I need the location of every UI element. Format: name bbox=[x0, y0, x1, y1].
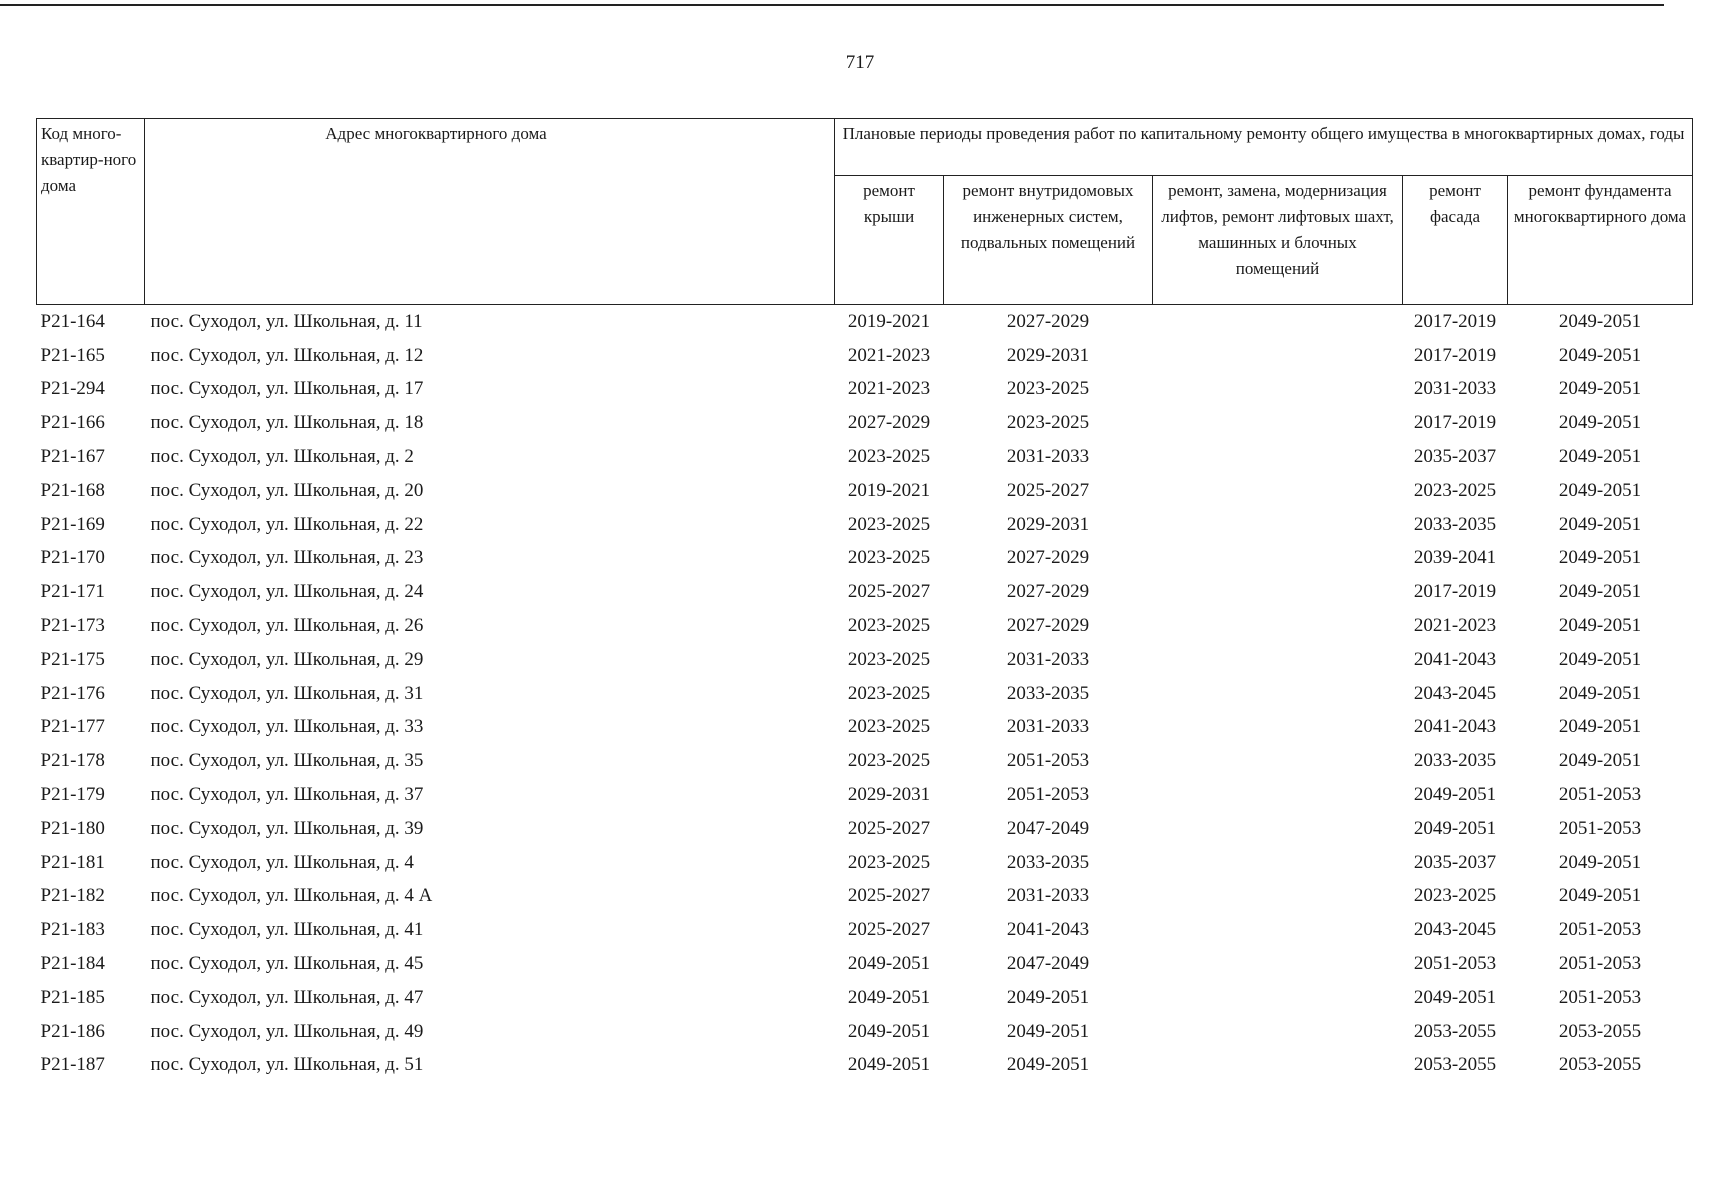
cell-address: пос. Суходол, ул. Школьная, д. 20 bbox=[150, 479, 424, 501]
table-row bbox=[37, 406, 1693, 440]
table-row bbox=[37, 339, 1693, 373]
cell-code: P21-178 bbox=[40, 750, 105, 772]
table-row bbox=[37, 575, 1693, 609]
cell-roof: 2029-2031 bbox=[847, 784, 931, 806]
cell-facade: 2051-2053 bbox=[1413, 953, 1497, 975]
cell-lifts bbox=[1153, 846, 1403, 880]
cell-engineering: 2023-2025 bbox=[1006, 412, 1090, 434]
cell-address: пос. Суходол, ул. Школьная, д. 2 bbox=[150, 446, 414, 468]
cell-roof: 2023-2025 bbox=[847, 682, 931, 704]
table-row bbox=[37, 609, 1693, 643]
cell-foundation: 2049-2051 bbox=[1558, 446, 1642, 468]
table-row bbox=[37, 643, 1693, 677]
cell-code: P21-186 bbox=[40, 1020, 105, 1042]
cell-facade: 2033-2035 bbox=[1413, 750, 1497, 772]
cell-address: пос. Суходол, ул. Школьная, д. 22 bbox=[150, 513, 424, 535]
cell-engineering: 2051-2053 bbox=[1006, 750, 1090, 772]
cell-code: P21-294 bbox=[40, 378, 105, 400]
cell-facade: 2035-2037 bbox=[1413, 446, 1497, 468]
cell-address: пос. Суходол, ул. Школьная, д. 35 bbox=[150, 750, 424, 772]
cell-engineering: 2049-2051 bbox=[1006, 1054, 1090, 1076]
cell-facade: 2031-2033 bbox=[1413, 378, 1497, 400]
cell-address: пос. Суходол, ул. Школьная, д. 23 bbox=[150, 547, 424, 569]
cell-lifts bbox=[1153, 981, 1403, 1015]
cell-engineering: 2031-2033 bbox=[1006, 885, 1090, 907]
cell-engineering: 2051-2053 bbox=[1006, 784, 1090, 806]
table-row bbox=[37, 913, 1693, 947]
cell-facade: 2049-2051 bbox=[1413, 986, 1497, 1008]
capital-repair-table bbox=[36, 118, 1693, 1082]
cell-code: P21-170 bbox=[40, 547, 105, 569]
cell-code: P21-176 bbox=[40, 682, 105, 704]
table-row bbox=[37, 440, 1693, 474]
cell-code: P21-171 bbox=[40, 581, 105, 603]
cell-facade: 2023-2025 bbox=[1413, 479, 1497, 501]
cell-foundation: 2049-2051 bbox=[1558, 378, 1642, 400]
cell-engineering: 2031-2033 bbox=[1006, 446, 1090, 468]
cell-facade: 2041-2043 bbox=[1413, 716, 1497, 738]
cell-roof: 2023-2025 bbox=[847, 750, 931, 772]
cell-address: пос. Суходол, ул. Школьная, д. 29 bbox=[150, 648, 424, 670]
cell-foundation: 2049-2051 bbox=[1558, 851, 1642, 873]
cell-facade: 2017-2019 bbox=[1413, 581, 1497, 603]
cell-lifts bbox=[1153, 812, 1403, 846]
cell-lifts bbox=[1153, 339, 1403, 373]
cell-address: пос. Суходол, ул. Школьная, д. 18 bbox=[150, 412, 424, 434]
cell-address: пос. Суходол, ул. Школьная, д. 17 bbox=[150, 378, 424, 400]
header-engineering: ремонт внутридомовых инженерных систем, подвальных помещений bbox=[944, 176, 1153, 305]
cell-roof: 2023-2025 bbox=[847, 716, 931, 738]
cell-facade: 2017-2019 bbox=[1413, 344, 1497, 366]
cell-foundation: 2049-2051 bbox=[1558, 615, 1642, 637]
cell-code: P21-185 bbox=[40, 986, 105, 1008]
cell-engineering: 2031-2033 bbox=[1006, 716, 1090, 738]
header-roof: ремонт крыши bbox=[835, 176, 944, 305]
cell-facade: 2021-2023 bbox=[1413, 615, 1497, 637]
header-lifts: ремонт, замена, модернизация лифтов, ремонт лифтовых шахт, машинных и блочных помещений bbox=[1153, 176, 1403, 305]
cell-code: P21-182 bbox=[40, 885, 105, 907]
cell-facade: 2049-2051 bbox=[1413, 784, 1497, 806]
cell-code: P21-169 bbox=[40, 513, 105, 535]
table-row bbox=[37, 373, 1693, 407]
cell-roof: 2021-2023 bbox=[847, 378, 931, 400]
cell-engineering: 2047-2049 bbox=[1006, 817, 1090, 839]
cell-address: пос. Суходол, ул. Школьная, д. 4 bbox=[150, 851, 414, 873]
cell-address: пос. Суходол, ул. Школьная, д. 49 bbox=[150, 1020, 424, 1042]
table-row bbox=[37, 846, 1693, 880]
cell-facade: 2043-2045 bbox=[1413, 919, 1497, 941]
top-rule bbox=[0, 4, 1664, 6]
cell-address: пос. Суходол, ул. Школьная, д. 45 bbox=[150, 953, 424, 975]
cell-lifts bbox=[1153, 677, 1403, 711]
table-row bbox=[37, 711, 1693, 745]
table-header bbox=[37, 119, 1693, 305]
cell-engineering: 2049-2051 bbox=[1006, 986, 1090, 1008]
header-periods: Плановые периоды проведения работ по капитальному ремонту общего имущества в многоквартирных домах, годы bbox=[835, 119, 1693, 176]
cell-facade: 2043-2045 bbox=[1413, 682, 1497, 704]
header-address: Адрес многоквартирного дома bbox=[145, 119, 835, 305]
cell-foundation: 2051-2053 bbox=[1558, 953, 1642, 975]
cell-lifts bbox=[1153, 542, 1403, 576]
table-row bbox=[37, 778, 1693, 812]
cell-foundation: 2053-2055 bbox=[1558, 1020, 1642, 1042]
table-row bbox=[37, 880, 1693, 914]
cell-address: пос. Суходол, ул. Школьная, д. 51 bbox=[150, 1054, 424, 1076]
cell-roof: 2025-2027 bbox=[847, 581, 931, 603]
cell-code: P21-177 bbox=[40, 716, 105, 738]
cell-facade: 2023-2025 bbox=[1413, 885, 1497, 907]
table-body bbox=[37, 305, 1693, 1083]
cell-code: P21-168 bbox=[40, 479, 105, 501]
cell-facade: 2053-2055 bbox=[1413, 1020, 1497, 1042]
cell-roof: 2025-2027 bbox=[847, 919, 931, 941]
header-facade: ремонт фасада bbox=[1403, 176, 1508, 305]
cell-engineering: 2041-2043 bbox=[1006, 919, 1090, 941]
table-row bbox=[37, 305, 1693, 339]
cell-foundation: 2049-2051 bbox=[1558, 310, 1642, 332]
header-code: Код много-квартир-ного дома bbox=[37, 119, 145, 305]
cell-address: пос. Суходол, ул. Школьная, д. 31 bbox=[150, 682, 424, 704]
cell-facade: 2041-2043 bbox=[1413, 648, 1497, 670]
cell-facade: 2053-2055 bbox=[1413, 1054, 1497, 1076]
cell-code: P21-173 bbox=[40, 615, 105, 637]
table-row bbox=[37, 981, 1693, 1015]
cell-roof: 2023-2025 bbox=[847, 648, 931, 670]
cell-code: P21-167 bbox=[40, 446, 105, 468]
cell-foundation: 2051-2053 bbox=[1558, 986, 1642, 1008]
cell-lifts bbox=[1153, 305, 1403, 339]
table-row bbox=[37, 542, 1693, 576]
cell-roof: 2023-2025 bbox=[847, 547, 931, 569]
cell-engineering: 2027-2029 bbox=[1006, 547, 1090, 569]
cell-foundation: 2049-2051 bbox=[1558, 547, 1642, 569]
cell-code: P21-179 bbox=[40, 784, 105, 806]
cell-foundation: 2053-2055 bbox=[1558, 1054, 1642, 1076]
cell-address: пос. Суходол, ул. Школьная, д. 39 bbox=[150, 817, 424, 839]
cell-lifts bbox=[1153, 609, 1403, 643]
cell-foundation: 2049-2051 bbox=[1558, 344, 1642, 366]
cell-address: пос. Суходол, ул. Школьная, д. 26 bbox=[150, 615, 424, 637]
cell-foundation: 2049-2051 bbox=[1558, 412, 1642, 434]
cell-code: P21-184 bbox=[40, 953, 105, 975]
table-row bbox=[37, 474, 1693, 508]
cell-lifts bbox=[1153, 440, 1403, 474]
cell-facade: 2033-2035 bbox=[1413, 513, 1497, 535]
cell-roof: 2025-2027 bbox=[847, 885, 931, 907]
cell-engineering: 2033-2035 bbox=[1006, 851, 1090, 873]
cell-roof: 2025-2027 bbox=[847, 817, 931, 839]
cell-lifts bbox=[1153, 711, 1403, 745]
cell-address: пос. Суходол, ул. Школьная, д. 24 bbox=[150, 581, 424, 603]
cell-address: пос. Суходол, ул. Школьная, д. 33 bbox=[150, 716, 424, 738]
cell-foundation: 2051-2053 bbox=[1558, 919, 1642, 941]
cell-facade: 2039-2041 bbox=[1413, 547, 1497, 569]
cell-lifts bbox=[1153, 373, 1403, 407]
header-foundation: ремонт фундамента многоквартирного дома bbox=[1508, 176, 1693, 305]
cell-roof: 2049-2051 bbox=[847, 1054, 931, 1076]
cell-lifts bbox=[1153, 880, 1403, 914]
cell-foundation: 2049-2051 bbox=[1558, 513, 1642, 535]
cell-engineering: 2023-2025 bbox=[1006, 378, 1090, 400]
cell-foundation: 2051-2053 bbox=[1558, 817, 1642, 839]
cell-roof: 2019-2021 bbox=[847, 310, 931, 332]
cell-code: P21-181 bbox=[40, 851, 105, 873]
cell-facade: 2017-2019 bbox=[1413, 310, 1497, 332]
cell-roof: 2027-2029 bbox=[847, 412, 931, 434]
cell-code: P21-180 bbox=[40, 817, 105, 839]
cell-address: пос. Суходол, ул. Школьная, д. 47 bbox=[150, 986, 424, 1008]
table-row bbox=[37, 1049, 1693, 1083]
cell-engineering: 2031-2033 bbox=[1006, 648, 1090, 670]
cell-code: P21-166 bbox=[40, 412, 105, 434]
cell-facade: 2035-2037 bbox=[1413, 851, 1497, 873]
cell-lifts bbox=[1153, 474, 1403, 508]
cell-roof: 2049-2051 bbox=[847, 953, 931, 975]
table-row bbox=[37, 508, 1693, 542]
cell-foundation: 2049-2051 bbox=[1558, 581, 1642, 603]
cell-lifts bbox=[1153, 575, 1403, 609]
cell-engineering: 2029-2031 bbox=[1006, 513, 1090, 535]
cell-lifts bbox=[1153, 406, 1403, 440]
cell-address: пос. Суходол, ул. Школьная, д. 11 bbox=[150, 310, 423, 332]
cell-foundation: 2049-2051 bbox=[1558, 479, 1642, 501]
cell-engineering: 2027-2029 bbox=[1006, 310, 1090, 332]
table-row bbox=[37, 947, 1693, 981]
cell-code: P21-183 bbox=[40, 919, 105, 941]
cell-engineering: 2029-2031 bbox=[1006, 344, 1090, 366]
cell-roof: 2019-2021 bbox=[847, 479, 931, 501]
cell-foundation: 2049-2051 bbox=[1558, 750, 1642, 772]
cell-engineering: 2049-2051 bbox=[1006, 1020, 1090, 1042]
cell-roof: 2021-2023 bbox=[847, 344, 931, 366]
cell-engineering: 2047-2049 bbox=[1006, 953, 1090, 975]
cell-foundation: 2051-2053 bbox=[1558, 784, 1642, 806]
cell-address: пос. Суходол, ул. Школьная, д. 37 bbox=[150, 784, 424, 806]
cell-engineering: 2027-2029 bbox=[1006, 615, 1090, 637]
table-row bbox=[37, 744, 1693, 778]
cell-address: пос. Суходол, ул. Школьная, д. 12 bbox=[150, 344, 424, 366]
cell-lifts bbox=[1153, 643, 1403, 677]
cell-roof: 2049-2051 bbox=[847, 1020, 931, 1042]
cell-lifts bbox=[1153, 1015, 1403, 1049]
cell-facade: 2049-2051 bbox=[1413, 817, 1497, 839]
cell-foundation: 2049-2051 bbox=[1558, 885, 1642, 907]
cell-lifts bbox=[1153, 1049, 1403, 1083]
cell-roof: 2049-2051 bbox=[847, 986, 931, 1008]
cell-lifts bbox=[1153, 508, 1403, 542]
cell-roof: 2023-2025 bbox=[847, 513, 931, 535]
cell-foundation: 2049-2051 bbox=[1558, 716, 1642, 738]
cell-roof: 2023-2025 bbox=[847, 851, 931, 873]
table-row bbox=[37, 812, 1693, 846]
cell-roof: 2023-2025 bbox=[847, 446, 931, 468]
page-number: 717 bbox=[845, 52, 875, 73]
cell-foundation: 2049-2051 bbox=[1558, 682, 1642, 704]
cell-code: P21-187 bbox=[40, 1054, 105, 1076]
cell-address: пос. Суходол, ул. Школьная, д. 4 А bbox=[150, 885, 433, 907]
cell-foundation: 2049-2051 bbox=[1558, 648, 1642, 670]
table-row bbox=[37, 677, 1693, 711]
cell-facade: 2017-2019 bbox=[1413, 412, 1497, 434]
cell-code: P21-164 bbox=[40, 310, 105, 332]
cell-lifts bbox=[1153, 947, 1403, 981]
cell-engineering: 2027-2029 bbox=[1006, 581, 1090, 603]
cell-engineering: 2033-2035 bbox=[1006, 682, 1090, 704]
cell-roof: 2023-2025 bbox=[847, 615, 931, 637]
cell-code: P21-165 bbox=[40, 344, 105, 366]
cell-engineering: 2025-2027 bbox=[1006, 479, 1090, 501]
cell-address: пос. Суходол, ул. Школьная, д. 41 bbox=[150, 919, 424, 941]
cell-lifts bbox=[1153, 744, 1403, 778]
cell-code: P21-175 bbox=[40, 648, 105, 670]
table-row bbox=[37, 1015, 1693, 1049]
cell-lifts bbox=[1153, 913, 1403, 947]
cell-lifts bbox=[1153, 778, 1403, 812]
